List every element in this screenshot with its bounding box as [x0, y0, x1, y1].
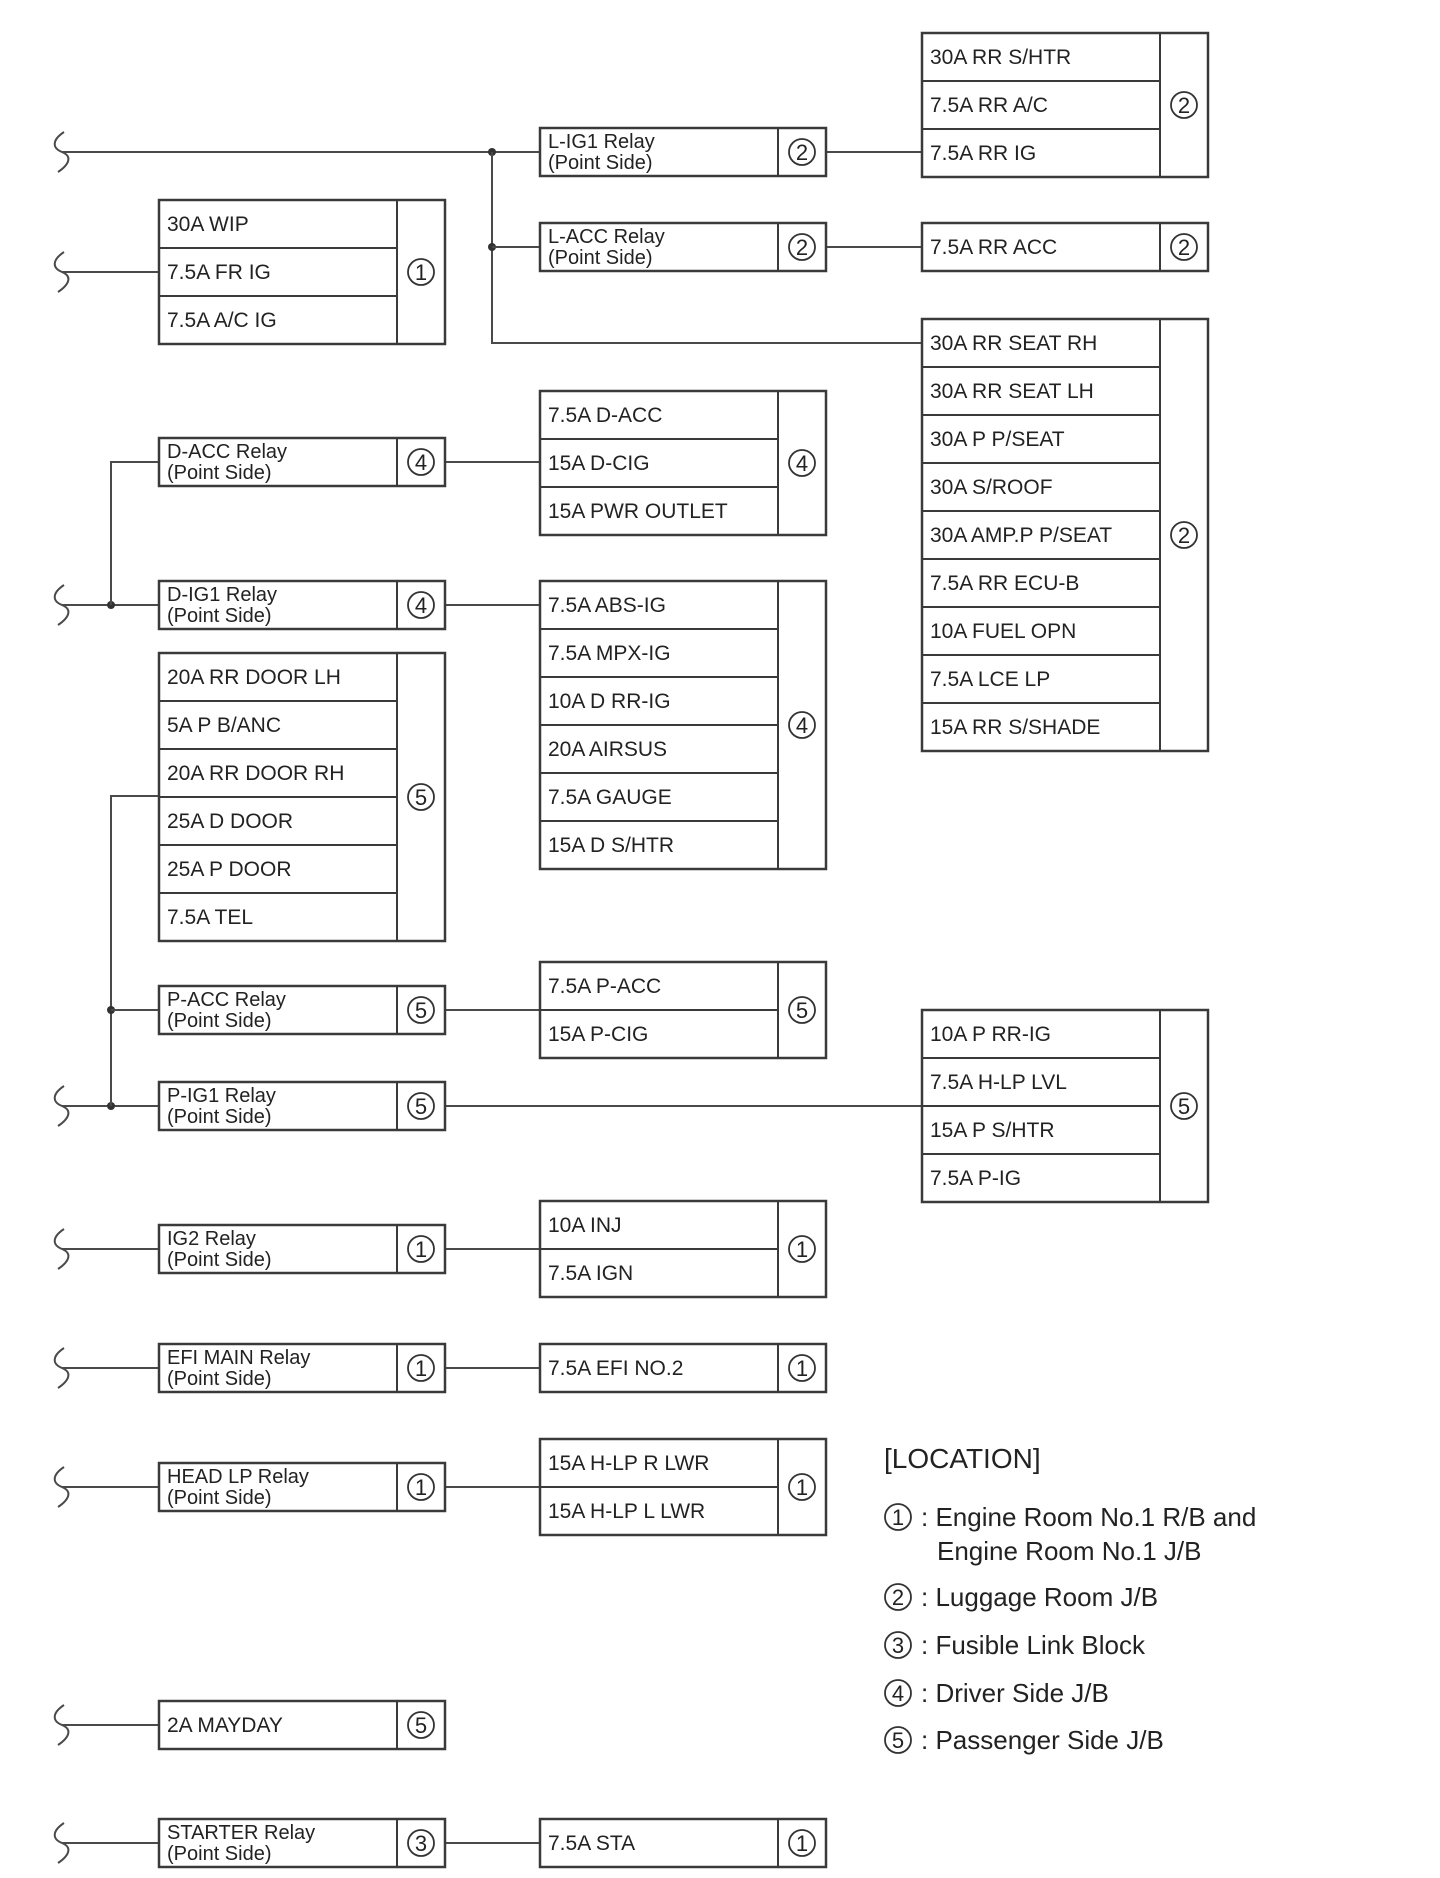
legend-item: [885, 1725, 1164, 1755]
location-number: 1: [795, 1237, 809, 1262]
location-number: 1: [414, 260, 428, 285]
fuse-label: 25A P DOOR: [167, 858, 292, 881]
legend-location-badge: [885, 1504, 911, 1530]
fuse-group-headlp: [540, 1439, 826, 1535]
location-number: 2: [1177, 235, 1191, 260]
fuse-group-rr_lig1: [922, 33, 1208, 177]
fuse-label: 15A D-CIG: [548, 452, 650, 475]
fuse-label: 7.5A RR IG: [930, 142, 1037, 165]
fuse-group-mayday: [159, 1701, 445, 1749]
fuse-label: 7.5A RR A/C: [930, 94, 1048, 117]
relay-side: (Point Side): [548, 152, 653, 174]
fuse-label: 7.5A STA: [548, 1832, 636, 1855]
location-number: 2: [795, 140, 809, 165]
legend-location-badge: [885, 1584, 911, 1610]
relay-lig1: [540, 128, 826, 176]
fuse-group-sta: [540, 1819, 826, 1867]
fuse-label: 15A D S/HTR: [548, 834, 675, 857]
location-number: 1: [414, 1356, 428, 1381]
relay-dig1: [159, 581, 445, 629]
fuse-label: 30A RR S/HTR: [930, 46, 1072, 69]
legend-location-badge: [885, 1632, 911, 1658]
legend-location-badge: [885, 1727, 911, 1753]
location-number: 1: [891, 1505, 905, 1530]
location-number: 1: [414, 1475, 428, 1500]
fuse-label: 7.5A ABS-IG: [548, 594, 666, 617]
location-number: 5: [414, 785, 428, 810]
relay-side: (Point Side): [548, 247, 653, 269]
location-number: 4: [795, 451, 809, 476]
fuse-group-dig1: [540, 581, 826, 869]
fuse-label: 7.5A P-IG: [930, 1167, 1022, 1190]
fuse-group-ig2: [540, 1201, 826, 1297]
legend-text: : Engine Room No.1 R/B and: [921, 1502, 1257, 1532]
location-number: 3: [414, 1831, 428, 1856]
relay-headlp: [159, 1463, 445, 1511]
fuse-label: 7.5A P-ACC: [548, 975, 662, 998]
fuse-label: 25A D DOOR: [167, 810, 294, 833]
location-number: 5: [1177, 1094, 1191, 1119]
relay-ig2: [159, 1225, 445, 1273]
fuse-group-rr_seat: [922, 319, 1208, 751]
fuse-label: 10A FUEL OPN: [930, 620, 1077, 643]
relay-name: STARTER Relay: [167, 1822, 316, 1844]
fuse-label: 7.5A EFI NO.2: [548, 1357, 684, 1380]
legend-title: [LOCATION]: [884, 1443, 1041, 1474]
legend-item: [885, 1630, 1146, 1660]
fuse-label: 15A P-CIG: [548, 1023, 649, 1046]
fuse-label: 30A WIP: [167, 213, 249, 236]
location-number: 4: [795, 713, 809, 738]
fuse-label: 20A AIRSUS: [548, 738, 668, 761]
relay-side: (Point Side): [167, 1106, 272, 1128]
location-number: 1: [795, 1831, 809, 1856]
fuse-label: 7.5A H-LP LVL: [930, 1071, 1067, 1094]
location-number: 4: [414, 450, 428, 475]
location-number: 4: [891, 1681, 905, 1706]
location-number: 1: [414, 1237, 428, 1262]
fuse-group-dacc: [540, 391, 826, 535]
legend-text: : Driver Side J/B: [921, 1678, 1109, 1708]
fuse-label: 15A P S/HTR: [930, 1119, 1055, 1142]
fuse-label: 7.5A FR IG: [167, 261, 271, 284]
fuse-label: 10A INJ: [548, 1214, 622, 1237]
doors-branch-wire: [111, 796, 159, 1106]
relay-name: P-IG1 Relay: [167, 1085, 276, 1107]
relay-pig1: [159, 1082, 445, 1130]
relay-dacc: [159, 438, 445, 486]
relay-pacc: [159, 986, 445, 1034]
location-number: 1: [795, 1475, 809, 1500]
fuse-group-pacc: [540, 962, 826, 1058]
fuse-label: 30A S/ROOF: [930, 476, 1053, 499]
location-number: 5: [414, 1713, 428, 1738]
relay-name: HEAD LP Relay: [167, 1466, 309, 1488]
fuse-label: 20A RR DOOR RH: [167, 762, 345, 785]
location-number: 2: [1177, 523, 1191, 548]
location-number: 5: [891, 1728, 905, 1753]
legend-text: : Luggage Room J/B: [921, 1582, 1159, 1612]
fuse-label: 2A MAYDAY: [167, 1714, 283, 1737]
location-number: 2: [1177, 93, 1191, 118]
relay-name: IG2 Relay: [167, 1228, 256, 1250]
fuse-label: 7.5A IGN: [548, 1262, 634, 1285]
fuse-label: 15A PWR OUTLET: [548, 500, 728, 523]
fuse-label: 10A D RR-IG: [548, 690, 671, 713]
legend-item: [885, 1678, 1109, 1708]
relay-name: P-ACC Relay: [167, 989, 286, 1011]
location-number: 2: [795, 235, 809, 260]
location-number: 1: [795, 1356, 809, 1381]
fuse-label: 7.5A MPX-IG: [548, 642, 671, 665]
fuse-group-rr_acc: [922, 223, 1208, 271]
fuse-label: 7.5A A/C IG: [167, 309, 277, 332]
relay-name: L-ACC Relay: [548, 226, 665, 248]
relay-side: (Point Side): [167, 1010, 272, 1032]
relay-side: (Point Side): [167, 1487, 272, 1509]
fuse-label: 7.5A LCE LP: [930, 668, 1051, 691]
fuse-label: 7.5A RR ECU-B: [930, 572, 1080, 595]
fuse-label: 15A H-LP R LWR: [548, 1452, 710, 1475]
fuse-group-doors: [159, 653, 445, 941]
relay-side: (Point Side): [167, 1843, 272, 1865]
fuse-label: 30A RR SEAT LH: [930, 380, 1094, 403]
fuse-group-pig1: [922, 1010, 1208, 1202]
relay-name: L-IG1 Relay: [548, 131, 655, 153]
relay-name: D-ACC Relay: [167, 441, 288, 463]
relay-side: (Point Side): [167, 1368, 272, 1390]
relay-side: (Point Side): [167, 605, 272, 627]
location-legend: [884, 1443, 1256, 1755]
location-number: 5: [414, 1094, 428, 1119]
fuse-label: 7.5A D-ACC: [548, 404, 663, 427]
fuse-label: 7.5A TEL: [167, 906, 254, 929]
relay-starter: [159, 1819, 445, 1867]
fuse-group-efi: [540, 1344, 826, 1392]
dacc-branch-wire: [111, 462, 159, 605]
relay-side: (Point Side): [167, 462, 272, 484]
relay-lacc: [540, 223, 826, 271]
fuse-label: 5A P B/ANC: [167, 714, 282, 737]
location-number: 5: [795, 998, 809, 1023]
fuse-group-wip: [159, 200, 445, 344]
fuse-label: 30A AMP.P P/SEAT: [930, 524, 1113, 547]
fuse-label: 10A P RR-IG: [930, 1023, 1051, 1046]
fuse-label: 15A H-LP L LWR: [548, 1500, 706, 1523]
fuse-label: 7.5A GAUGE: [548, 786, 672, 809]
fuse-label: 15A RR S/SHADE: [930, 716, 1101, 739]
relay-side: (Point Side): [167, 1249, 272, 1271]
fuse-label: 20A RR DOOR LH: [167, 666, 341, 689]
location-number: 5: [414, 998, 428, 1023]
legend-item: [885, 1502, 1256, 1566]
relay-efi: [159, 1344, 445, 1392]
location-number: 3: [891, 1633, 905, 1658]
fuse-label: 7.5A RR ACC: [930, 236, 1058, 259]
legend-text: Engine Room No.1 J/B: [937, 1536, 1202, 1566]
relay-name: EFI MAIN Relay: [167, 1347, 311, 1369]
relay-name: D-IG1 Relay: [167, 584, 278, 606]
fuse-label: 30A RR SEAT RH: [930, 332, 1098, 355]
legend-text: : Fusible Link Block: [921, 1630, 1145, 1660]
legend-text: : Passenger Side J/B: [921, 1725, 1164, 1755]
location-number: 2: [891, 1585, 905, 1610]
location-number: 4: [414, 593, 428, 618]
legend-item: [885, 1582, 1158, 1612]
fuse-label: 30A P P/SEAT: [930, 428, 1065, 451]
legend-location-badge: [885, 1680, 911, 1706]
